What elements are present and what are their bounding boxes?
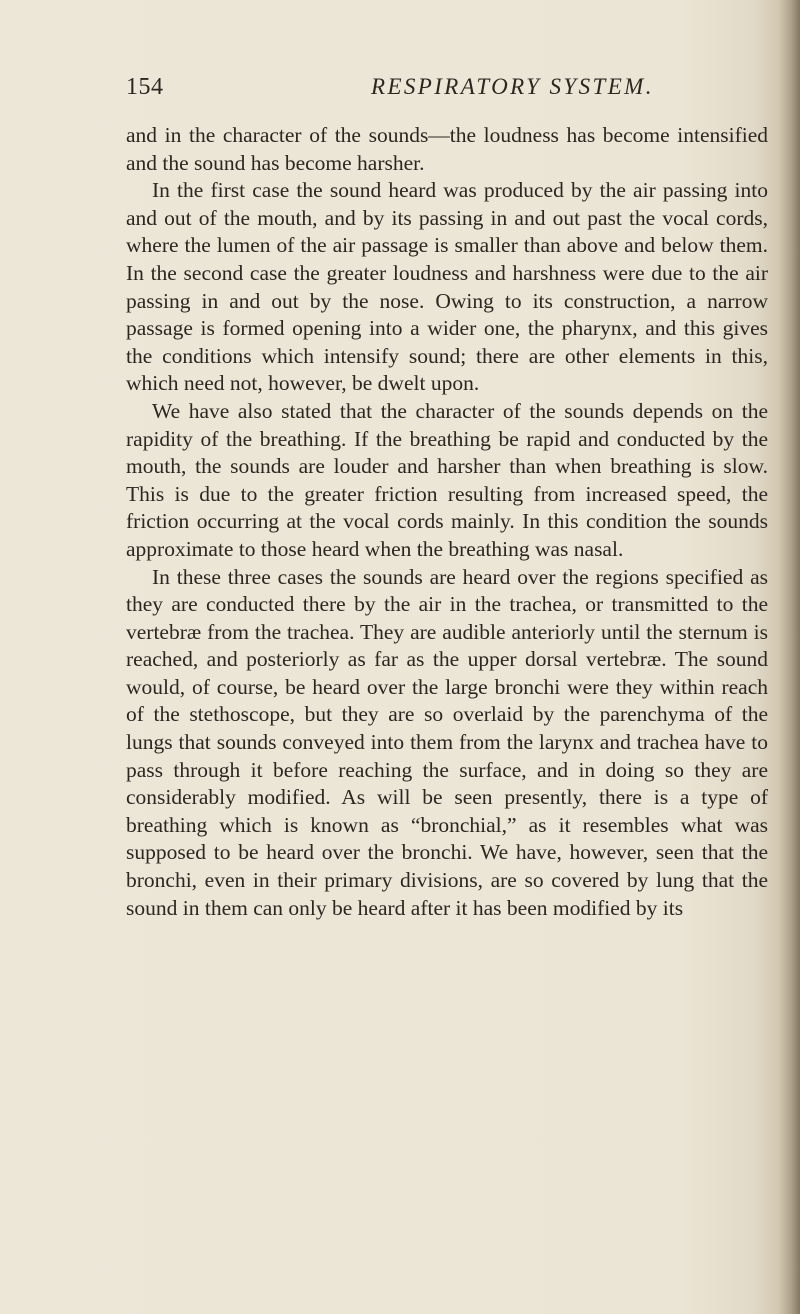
body-text [126, 122, 768, 922]
paragraph-first-case: In the first case the sound heard was produced by the air passing into and out of the mouth, and by its passing in and out past the vocal cords, where the lumen of the air passage is smaller than above and below them. In the second case the greater loudness and harshness were due to the air passing in and out by the nose. Owing to its construction, a narrow passage is formed opening into a wider one, the pharynx, and this gives the conditions which intensify sound; there are other elements in this, which need not, however, be dwelt upon. [126, 178, 768, 396]
paragraph-rapidity: We have also stated that the character of the sounds depends on the rapidity of the breathing. If the breathing be rapid and conducted by the mouth, the sounds are louder and harsher than when breathing is slow. This is due to the greater friction resulting from increased speed, the friction occurring at the vocal cords mainly. In this condition the sounds approximate to those heard when the breathing was nasal. [126, 398, 768, 561]
paragraph-three-cases: In these three cases the sounds are heard over the regions specified as they are conducted there by the air in the trachea, or transmitted to the vertebræ from the trachea. They are audible anteriorly until the sternum is reached, and posteriorly as far as the upper dorsal vertebræ. The sound would, of course, be heard over the large bronchi were they within reach of the stethoscope, but they are so overlaid by the parenchyma of the lungs that sounds conveyed into them from the larynx and trachea have to pass through it before reaching the surface, and in doing so they are considerably modified. As will be seen presently, there is a type of breathing which is known as “bronchial,” as it resembles what was supposed to be heard over the bronchi. We have, however, seen that the bronchi, even in their primary divisions, are so covered by lung that the sound in them can only be heard after it has been modified by its [126, 564, 768, 920]
running-head: RESPIRATORY SYSTEM. [371, 74, 654, 99]
paragraph-continuation: and in the character of the sounds—the loudness has become intensified and the sound has become harsher. [126, 123, 768, 175]
page-header [126, 74, 766, 114]
page-binding-shadow [778, 0, 800, 1314]
page-number: 154 [126, 74, 164, 100]
